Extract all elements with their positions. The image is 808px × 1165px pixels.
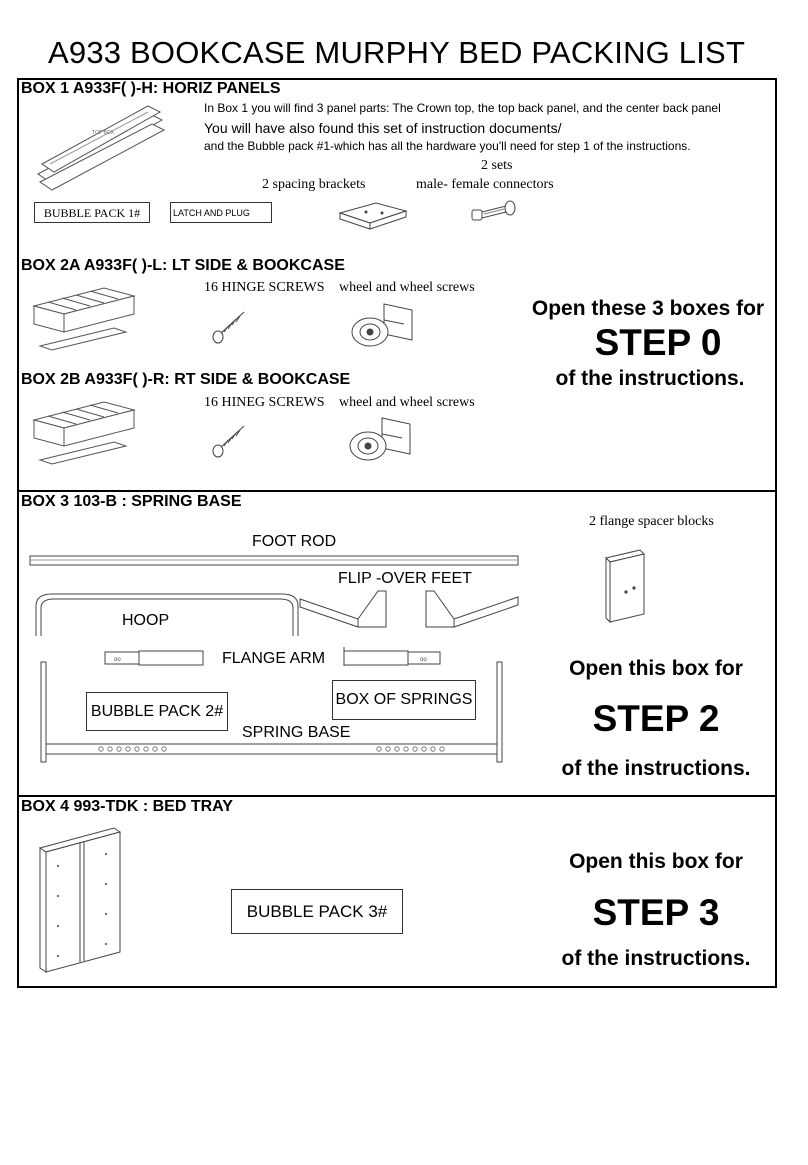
step0-open-text: Open these 3 boxes for (531, 297, 765, 320)
box2b-screws-label: 16 HINEG SCREWS (204, 395, 325, 410)
foot-rod-icon (29, 554, 519, 568)
step3-open-text: Open this box for (569, 850, 743, 873)
svg-text:oo: oo (114, 657, 121, 663)
box-of-springs-label: BOX OF SPRINGS (332, 680, 476, 720)
step0-label: STEP 0 (594, 322, 722, 363)
step3-label: STEP 3 (592, 892, 720, 933)
step2-open-text: Open this box for (569, 657, 743, 680)
flip-over-foot-icon (416, 587, 520, 631)
box1-connectors-label: male- female connectors (416, 177, 554, 192)
box2a-screws-label: 16 HINGE SCREWS (204, 280, 325, 295)
latch-and-plug-label: LATCH AND PLUG (170, 202, 272, 223)
hoop-label: HOOP (122, 612, 170, 629)
bookcase-right-icon (30, 398, 140, 470)
box1-line1: In Box 1 you will find 3 panel parts: The Crown top, the top back panel, and the center back panel (204, 101, 721, 115)
bubble-pack-3-label: BUBBLE PACK 3# (231, 889, 403, 934)
foot-rod-label: FOOT ROD (252, 533, 337, 550)
box1-header: BOX 1 A933F( )-H: HORIZ PANELS (21, 80, 281, 97)
page-title: A933 BOOKCASE MURPHY BED PACKING LIST (48, 35, 746, 70)
step2-of-text: of the instructions. (561, 757, 751, 780)
flange-spacer-block-icon (602, 548, 648, 624)
svg-text:oo: oo (420, 657, 427, 663)
spring-base-label: SPRING BASE (242, 724, 351, 741)
step0-of-text: of the instructions. (555, 367, 745, 390)
step3-of-text: of the instructions. (561, 947, 751, 970)
flip-over-foot-icon (298, 587, 396, 631)
hinge-screw-icon (208, 304, 252, 348)
box2b-wheels-label: wheel and wheel screws (339, 395, 475, 410)
connector-icon (470, 198, 520, 226)
box1-line2: You will have also found this set of instruction documents/ (204, 120, 562, 136)
bubble-pack-2-label: BUBBLE PACK 2# (86, 692, 228, 731)
flip-over-feet-label: FLIP -OVER FEET (338, 570, 472, 587)
spacing-bracket-icon (336, 197, 410, 233)
bookcase-left-icon (30, 284, 140, 356)
bed-tray-icon (36, 826, 128, 976)
step2-label: STEP 2 (592, 698, 720, 739)
svg-text:TOP BOX: TOP BOX (92, 130, 115, 136)
bubble-pack-1-label: BUBBLE PACK 1# (34, 202, 150, 223)
box3-header: BOX 3 103-B : SPRING BASE (21, 493, 242, 510)
box1-brackets-label: 2 spacing brackets (262, 177, 366, 192)
box1-line3: and the Bubble pack #1-which has all the hardware you'll need for step 1 of the instructions. (204, 139, 691, 153)
box2a-header: BOX 2A A933F( )-L: LT SIDE & BOOKCASE (21, 257, 345, 274)
flange-arm-label: FLANGE ARM (222, 650, 326, 667)
wheel-icon (344, 414, 416, 466)
box1-sets-label: 2 sets (481, 158, 513, 173)
box4-header: BOX 4 993-TDK : BED TRAY (21, 798, 233, 815)
spacer-blocks-label: 2 flange spacer blocks (589, 514, 714, 529)
horizontal-panels-icon (30, 102, 170, 194)
box2b-header: BOX 2B A933F( )-R: RT SIDE & BOOKCASE (21, 371, 351, 388)
hinge-screw-icon (208, 418, 252, 462)
wheel-icon (346, 300, 418, 352)
box2a-wheels-label: wheel and wheel screws (339, 280, 475, 295)
